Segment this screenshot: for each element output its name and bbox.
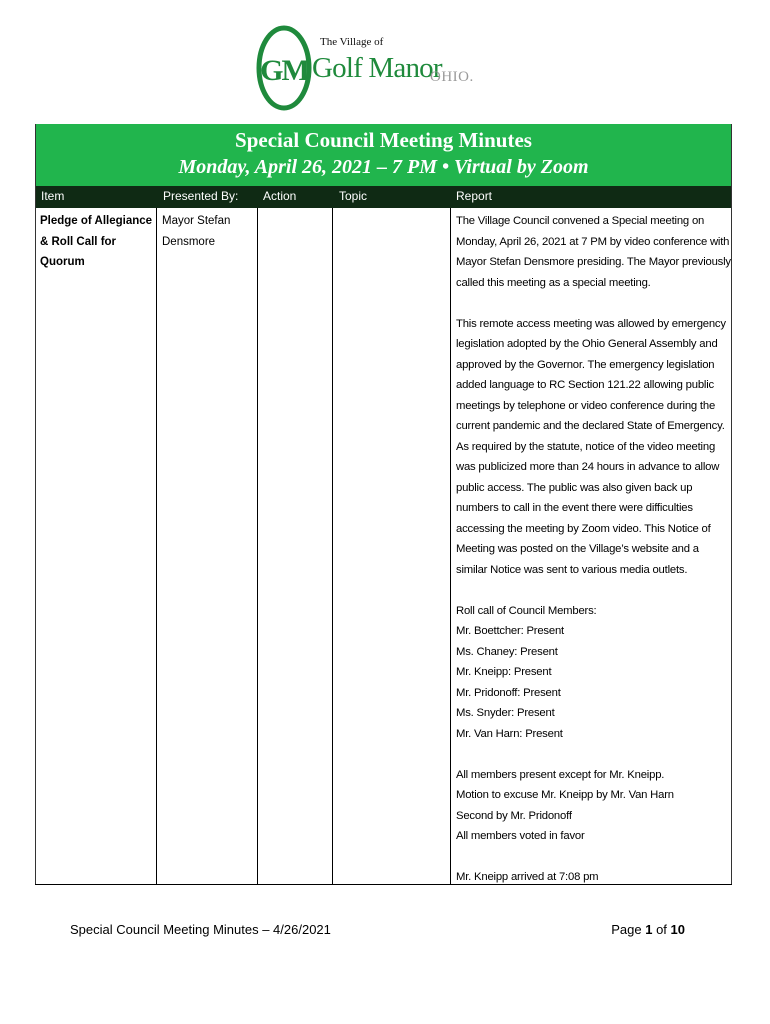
page-total: 10 bbox=[670, 922, 685, 937]
roll-call-entry: Mr. Kneipp: Present bbox=[456, 666, 552, 678]
title-band bbox=[35, 124, 732, 186]
document-subtitle: Monday, April 26, 2021 – 7 PM • Virtual by Zoom bbox=[178, 156, 589, 178]
roll-call-heading: Roll call of Council Members: bbox=[456, 604, 597, 617]
logo-prefix: The Village of bbox=[320, 36, 384, 48]
motion-line: All members voted in favor bbox=[456, 830, 585, 842]
seal-text: GM bbox=[260, 54, 308, 87]
document-title: Special Council Meeting Minutes bbox=[235, 128, 532, 152]
table-header-row bbox=[35, 186, 732, 208]
logo-state: OHIO. bbox=[430, 69, 474, 85]
column-divider bbox=[257, 208, 258, 884]
report-paragraph: This remote access meeting was allowed by emergency legislation adopted by the Ohio General Assembly and approved by the Governor. The emergency legislation added language to RC Section 121.22 allowing public meetings by telephone or video conference during the current pandemic and the declared State of Emergency. As required by the statute, notice of the video meeting was publicized more than 24 hours in advance to allow public access. The public was also given back up numbers to call in the event there were difficulties accessing the meeting by Zoom video. This Notice of Meeting was posted on the Village’s website and a similar Notice was sent to various media outlets. bbox=[456, 317, 726, 576]
report-paragraph: The Village Council convened a Special meeting on Monday, April 26, 2021 at 7 PM by video conference with Mayor Stefan Densmore presiding. The Mayor previously called this meeting as a special meeting. bbox=[456, 215, 731, 289]
column-header-report: Report bbox=[456, 189, 493, 203]
roll-call-entry: Ms. Chaney: Present bbox=[456, 645, 558, 658]
roll-call-entry: Mr. Boettcher: Present bbox=[456, 625, 564, 637]
column-divider bbox=[156, 208, 157, 884]
roll-call-entry: Mr. Pridonoff: Present bbox=[456, 686, 561, 699]
footer-title: Special Council Meeting Minutes – 4/26/2021 bbox=[70, 922, 331, 937]
village-logo bbox=[256, 24, 496, 118]
of-word: of bbox=[656, 922, 667, 937]
logo-name: Golf Manor bbox=[312, 52, 442, 84]
motion-line: All members present except for Mr. Kneipp. bbox=[456, 768, 665, 781]
arrival-note: Mr. Kneipp arrived at 7:08 pm bbox=[456, 871, 599, 883]
gm-seal-icon bbox=[256, 24, 312, 112]
motion-line: Second by Mr. Pridonoff bbox=[456, 809, 572, 822]
column-divider bbox=[332, 208, 333, 884]
page-current: 1 bbox=[645, 922, 653, 937]
roll-call-entry: Ms. Snyder: Present bbox=[456, 707, 555, 719]
column-header-topic: Topic bbox=[339, 189, 368, 203]
table-left-border bbox=[35, 124, 36, 885]
roll-call-entry: Mr. Van Harn: Present bbox=[456, 727, 563, 740]
report-cell bbox=[456, 211, 732, 888]
column-header-item: Item bbox=[41, 189, 65, 203]
column-header-presented-by: Presented By: bbox=[163, 189, 239, 203]
presented-by-cell: Mayor Stefan Densmore bbox=[162, 215, 231, 248]
page-word: Page bbox=[611, 922, 642, 937]
item-cell: Pledge of Allegiance & Roll Call for Quorum bbox=[40, 215, 153, 268]
column-header-action: Action bbox=[263, 189, 297, 203]
page-number bbox=[611, 922, 685, 937]
motion-line: Motion to excuse Mr. Kneipp by Mr. Van Harn bbox=[456, 789, 674, 801]
column-divider bbox=[450, 208, 451, 884]
